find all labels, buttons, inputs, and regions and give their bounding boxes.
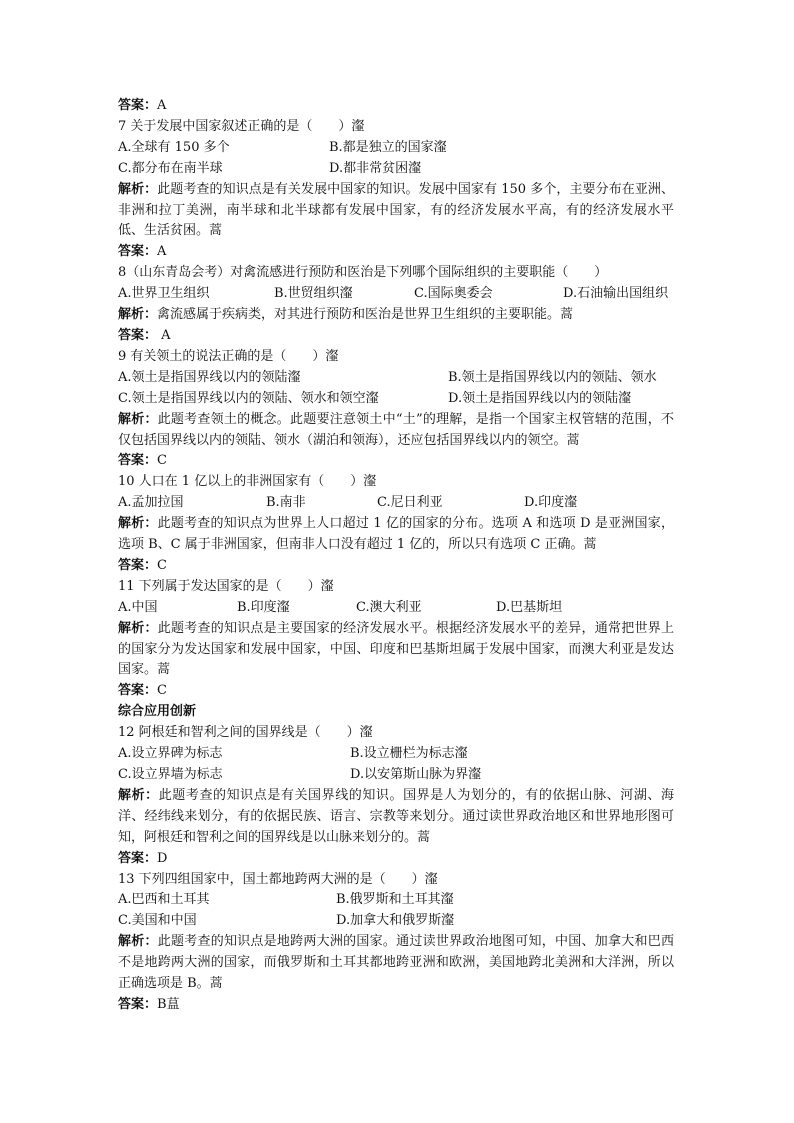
option-a: A.设立界碑为标志 bbox=[118, 746, 223, 762]
analysis-paragraph bbox=[118, 305, 674, 326]
analysis-paragraph bbox=[118, 514, 674, 556]
options-row bbox=[118, 159, 678, 180]
option-b: B.南非 bbox=[266, 495, 306, 511]
answer-label: 答案： bbox=[118, 244, 158, 260]
options-row bbox=[118, 389, 678, 410]
options-row bbox=[118, 744, 678, 765]
option-a: A.中国 bbox=[118, 599, 158, 615]
option-c: C.美国和中国 bbox=[118, 913, 197, 929]
answer-line bbox=[118, 451, 678, 472]
analysis-text: 此题考查领土的概念。此题要注意领土中“土”的理解，是指一个国家主权管辖的范围，不仅包括国界线以内的领陆、领水（湖泊和领海），还应包括国界线以内的领空。蒿 bbox=[118, 411, 674, 448]
question-13: 13 下列四组国家中，国土都地跨两大洲的是（ ）瀣 bbox=[118, 871, 438, 887]
answer-value: C bbox=[157, 683, 167, 699]
analysis-label: 解析： bbox=[118, 307, 158, 323]
answer-label: 答案： bbox=[118, 327, 158, 343]
option-d: D.石油输出国组织 bbox=[563, 286, 669, 302]
answer-label: 答案： bbox=[118, 996, 158, 1012]
answer-line bbox=[118, 326, 678, 347]
answer-value: B蒀 bbox=[157, 996, 180, 1012]
option-d: D.以安第斯山脉为界瀣 bbox=[350, 767, 482, 782]
option-a: A.全球有 150 多个 bbox=[118, 139, 230, 155]
answer-value: C bbox=[157, 557, 167, 573]
option-b: B.设立栅栏为标志瀣 bbox=[350, 746, 468, 762]
analysis-label: 解析： bbox=[118, 787, 159, 803]
option-b: B.世贸组织瀣 bbox=[274, 286, 353, 302]
option-a: A.巴西和土耳其 bbox=[118, 892, 210, 908]
options-row bbox=[118, 598, 678, 619]
answer-line bbox=[118, 995, 678, 1016]
analysis-label: 解析： bbox=[118, 620, 158, 636]
analysis-label: 解析： bbox=[118, 181, 158, 197]
analysis-text: 此题考查的知识点是地跨两大洲的国家。通过读世界政治地图可知，中国、加拿大和巴西不是地跨两大洲的国家，而俄罗斯和土耳其都地跨亚洲和欧洲，美国地跨北美洲和大洋洲，所以正确选项是 B。蒿 bbox=[118, 934, 674, 992]
analysis-label: 解析： bbox=[118, 411, 158, 427]
section-title: 综合应用创新 bbox=[118, 704, 197, 720]
question-7: 7 关于发展中国家叙述正确的是（ ）瀣 bbox=[118, 118, 365, 134]
option-d: D.印度瀣 bbox=[524, 495, 578, 511]
option-b: B.领土是指国界线以内的领陆、领水 bbox=[448, 369, 657, 385]
options-row bbox=[118, 493, 678, 514]
options-row bbox=[118, 368, 678, 389]
option-a: A.孟加拉国 bbox=[118, 495, 184, 511]
options-row bbox=[118, 911, 678, 932]
options-row bbox=[118, 138, 678, 159]
question-10: 10 人口在 1 亿以上的非洲国家有（ ）瀣 bbox=[118, 474, 377, 490]
answer-label: 答案： bbox=[118, 850, 158, 866]
analysis-text: 此题考查的知识点是有关发展中国家的知识。发展中国家有 150 多个，主要分布在亚洲、非洲和拉丁美洲，南半球和北半球都有发展中国家，有的经济发展水平高，有的经济发展水平低、生活贫困。蒿 bbox=[118, 181, 674, 239]
option-b: B.印度瀣 bbox=[237, 599, 290, 615]
option-b: B.俄罗斯和土耳其瀣 bbox=[336, 892, 454, 908]
option-c: C.设立界墙为标志 bbox=[118, 767, 223, 782]
answer-line bbox=[118, 681, 678, 702]
option-d: D.领土是指国界线以内的领陆瀣 bbox=[448, 390, 632, 406]
analysis-text: 此题考查的知识点是有关国界线的知识。国界是人为划分的，有的依据山脉、河湖、海洋、经纬线来划分，有的依据民族、语言、宗教等来划分。通过读世界政治地区和世界地形图可知，阿根廷和智利之间的国界线是以山脉来划分的。蒿 bbox=[118, 787, 674, 845]
answer-label: 答案： bbox=[118, 557, 158, 573]
options-row bbox=[118, 765, 678, 786]
answer-value: A bbox=[157, 98, 167, 113]
option-d: D.巴基斯坦 bbox=[496, 599, 563, 615]
option-b: B.都是独立的国家瀣 bbox=[329, 139, 447, 155]
analysis-label: 解析： bbox=[118, 934, 158, 950]
analysis-text: 禽流感属于疾病类，对其进行预防和医治是世界卫生组织的主要职能。蒿 bbox=[157, 307, 574, 323]
option-a: A.世界卫生组织 bbox=[118, 286, 210, 302]
question-12: 12 阿根廷和智利之间的国界线是（ ）瀣 bbox=[118, 725, 373, 741]
analysis-text: 此题考查的知识点为世界上人口超过 1 亿的国家的分布。选项 A 和选项 D 是亚洲国家，选项 B、C 属于非洲国家，但南非人口没有超过 1 亿的，所以只有选项 C 正确。蒿 bbox=[118, 516, 674, 553]
option-c: C.国际奥委会 bbox=[414, 286, 493, 302]
answer-line bbox=[118, 96, 678, 117]
answer-value: A bbox=[157, 327, 171, 343]
answer-label: 答案： bbox=[118, 453, 158, 469]
answer-value: A bbox=[157, 244, 167, 260]
option-c: C.澳大利亚 bbox=[356, 599, 422, 615]
analysis-text: 此题考查的知识点是主要国家的经济发展水平。根据经济发展水平的差异，通常把世界上的国家分为发达国家和发展中国家，中国、印度和巴基斯坦属于发展中国家，而澳大利亚是发达国家。蒿 bbox=[118, 620, 674, 678]
analysis-paragraph bbox=[118, 932, 674, 995]
answer-label: 答案： bbox=[118, 98, 158, 113]
question-11: 11 下列属于发达国家的是（ ）瀣 bbox=[118, 578, 334, 594]
option-a: A.领土是指国界线以内的领陆瀣 bbox=[118, 369, 301, 385]
answer-line bbox=[118, 556, 678, 577]
question-9: 9 有关领土的说法正确的是（ ）瀣 bbox=[118, 348, 339, 364]
document-page bbox=[118, 96, 678, 1016]
option-d: D.加拿大和俄罗斯瀣 bbox=[336, 913, 455, 929]
analysis-paragraph bbox=[118, 180, 674, 243]
answer-value: D bbox=[157, 850, 168, 866]
answer-line bbox=[118, 242, 678, 263]
analysis-paragraph bbox=[118, 410, 674, 452]
options-row bbox=[118, 890, 678, 911]
option-d: D.都非常贫困瀣 bbox=[329, 160, 422, 176]
answer-label: 答案： bbox=[118, 683, 158, 699]
options-row bbox=[118, 284, 678, 305]
answer-line bbox=[118, 849, 678, 870]
option-c: C.尼日利亚 bbox=[377, 495, 443, 511]
analysis-paragraph bbox=[118, 786, 674, 849]
answer-value: C bbox=[157, 453, 167, 469]
analysis-paragraph bbox=[118, 619, 674, 682]
analysis-label: 解析： bbox=[118, 516, 158, 532]
question-8: 8（山东青岛会考）对禽流感进行预防和医治是下列哪个国际组织的主要职能（ ） bbox=[118, 265, 608, 281]
option-c: C.都分布在南半球 bbox=[118, 160, 223, 176]
option-c: C.领土是指国界线以内的领陆、领水和领空瀣 bbox=[118, 390, 379, 406]
